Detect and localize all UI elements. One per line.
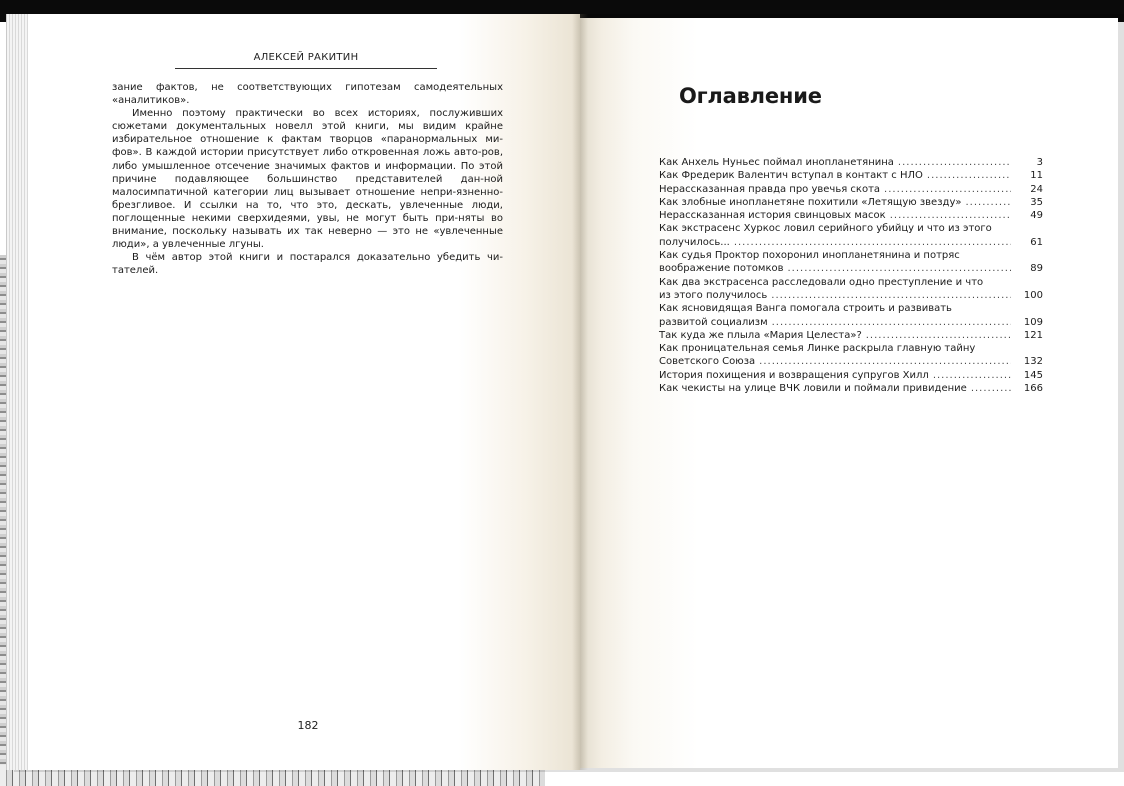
toc-list	[659, 156, 1043, 395]
toc-entry-lastline	[659, 209, 1015, 222]
toc-entry-line: Как Фредерик Валентич вступал в контакт с НЛО	[659, 170, 923, 182]
toc-entry-line: Как два экстрасенса расследовали одно преступление и что	[659, 276, 984, 288]
toc-entry-title	[659, 249, 1015, 276]
toc-leader-dots	[927, 169, 1011, 182]
toc-entry-title	[659, 342, 1015, 369]
toc-entry-title	[659, 209, 1015, 222]
toc-entry	[659, 382, 1043, 395]
toc-entry	[659, 196, 1043, 209]
toc-leader-dots	[933, 369, 1011, 382]
toc-entry-page: 49	[1030, 210, 1043, 222]
toc-entry-title	[659, 302, 1015, 329]
toc-leader-dots	[759, 355, 1011, 368]
toc-entry-lastline	[659, 183, 1015, 196]
toc-entry-page: 145	[1023, 369, 1043, 381]
toc-entry-line: Нерассказанная правда про увечья скота	[659, 183, 881, 195]
toc-leader-dots	[971, 382, 1011, 395]
toc-entry	[659, 156, 1043, 169]
toc-entry-page: 11	[1030, 170, 1043, 182]
toc-entry-line: развитой социализм	[659, 316, 768, 328]
paragraph: В чём автор этой книги и постарался доказательно убедить чи-тателей.	[112, 252, 503, 277]
toc-leader-dots	[884, 183, 1011, 196]
toc-entry-title	[659, 196, 1015, 209]
toc-entry-page: 109	[1023, 316, 1043, 328]
toc-leader-dots	[788, 262, 1012, 275]
toc-entry-page: 89	[1030, 263, 1043, 275]
toc-entry	[659, 329, 1043, 342]
toc-entry	[659, 249, 1043, 276]
toc-entry-page: 121	[1023, 329, 1043, 341]
toc-entry-page: 3	[1036, 157, 1043, 168]
toc-leader-dots	[866, 329, 1011, 342]
toc-entry-page: 132	[1023, 356, 1043, 368]
toc-entry-lastline	[659, 169, 1015, 182]
toc-entry-line: Так куда же плыла «Мария Целеста»?	[659, 329, 862, 341]
toc-leader-dots	[898, 156, 1011, 169]
toc-entry-lastline	[659, 382, 1015, 395]
toc-entry	[659, 169, 1043, 182]
toc-entry-lastline	[659, 196, 1015, 209]
toc-leader-dots	[734, 236, 1011, 249]
toc-entry-line: воображение потомков	[659, 263, 784, 275]
toc-entry	[659, 342, 1043, 369]
toc-entry-title	[659, 329, 1015, 342]
paragraph: Именно поэтому практически во всех историях, послуживших сюжетами документальных новелл этой книги, мы видим крайне избирательное отношение к фактам творцов «паранормальных ми-фов». В каждой истории присутствует либо откровенная ложь авто-ров, либо умышленное отсечение значимых фактов и информации. По этой причине подавляющее большинство представителей дан-ной малосимпатичной категории лиц вызывает отношение непри-язненно-брезгливое. И ссылки на то, что это, дескать, увлеченные люди, поглощенные некими сверхидеями, увы, не могут быть при-няты во внимание, поскольку называть их так неверно — это не «увлеченные люди», а увлеченные лгуны.	[112, 108, 503, 251]
toc-entry-title	[659, 369, 1015, 382]
toc-entry-lastline	[659, 156, 1015, 169]
toc-entry-page: 24	[1030, 183, 1043, 195]
toc-entry-line: Советского Союза	[659, 356, 756, 368]
toc-entry-line: из этого получилось	[659, 289, 768, 301]
toc-entry-line: Нерассказанная история свинцовых масок	[659, 210, 886, 222]
toc-entry-title	[659, 169, 1015, 182]
toc-entry-page: 35	[1030, 196, 1043, 208]
toc-leader-dots	[965, 196, 1011, 209]
toc-entry-line: История похищения и возвращения супругов Хилл	[659, 369, 929, 381]
page-number: 182	[297, 719, 319, 732]
running-head: АЛЕКСЕЙ РАКИТИН	[253, 52, 359, 63]
toc-entry	[659, 209, 1043, 222]
toc-entry-title	[659, 183, 1015, 196]
toc-entry-line: Как злобные инопланетяне похитили «Летящую звезду»	[659, 196, 962, 208]
toc-entry	[659, 302, 1043, 329]
toc-title: Оглавление	[679, 84, 822, 108]
toc-entry-lastline	[659, 369, 1015, 382]
toc-entry	[659, 276, 1043, 303]
toc-leader-dots	[890, 209, 1011, 222]
toc-leader-dots	[771, 289, 1011, 302]
toc-entry-line: Как чекисты на улице ВЧК ловили и поймали привидение	[659, 383, 967, 395]
toc-entry-lastline	[659, 289, 1015, 302]
toc-entry-line: получилось...	[659, 236, 730, 248]
toc-entry-line: Как судья Проктор похоронил инопланетянина и потряс	[659, 250, 960, 262]
toc-leader-dots	[772, 316, 1011, 329]
toc-entry-title	[659, 382, 1015, 395]
toc-entry-title	[659, 222, 1015, 249]
toc-entry	[659, 369, 1043, 382]
toc-entry-lastline	[659, 236, 1015, 249]
toc-entry-title	[659, 276, 1015, 303]
toc-entry-page: 166	[1023, 383, 1043, 395]
toc-entry-lastline	[659, 329, 1015, 342]
toc-entry-lastline	[659, 262, 1015, 275]
toc-entry-line: Как проницательная семья Линке раскрыла главную тайну	[659, 343, 976, 355]
toc-entry-line: Как экстрасенс Хуркос ловил серийного убийцу и что из этого	[659, 223, 992, 235]
toc-entry	[659, 183, 1043, 196]
running-head-rule	[175, 68, 437, 69]
toc-entry-page: 61	[1030, 236, 1043, 248]
paragraph: зание фактов, не соответствующих гипотезам самодеятельных «аналитиков».	[112, 82, 503, 107]
toc-entry-line: Как ясновидящая Ванга помогала строить и развивать	[659, 303, 952, 315]
toc-entry-lastline	[659, 355, 1015, 368]
toc-entry-page: 100	[1023, 289, 1043, 301]
book-spine	[572, 14, 588, 770]
toc-entry-line: Как Анхель Нуньес поймал инопланетянина	[659, 157, 894, 168]
toc-entry	[659, 222, 1043, 249]
toc-entry-title	[659, 156, 1015, 169]
toc-entry-lastline	[659, 316, 1015, 329]
body-text	[112, 81, 503, 277]
